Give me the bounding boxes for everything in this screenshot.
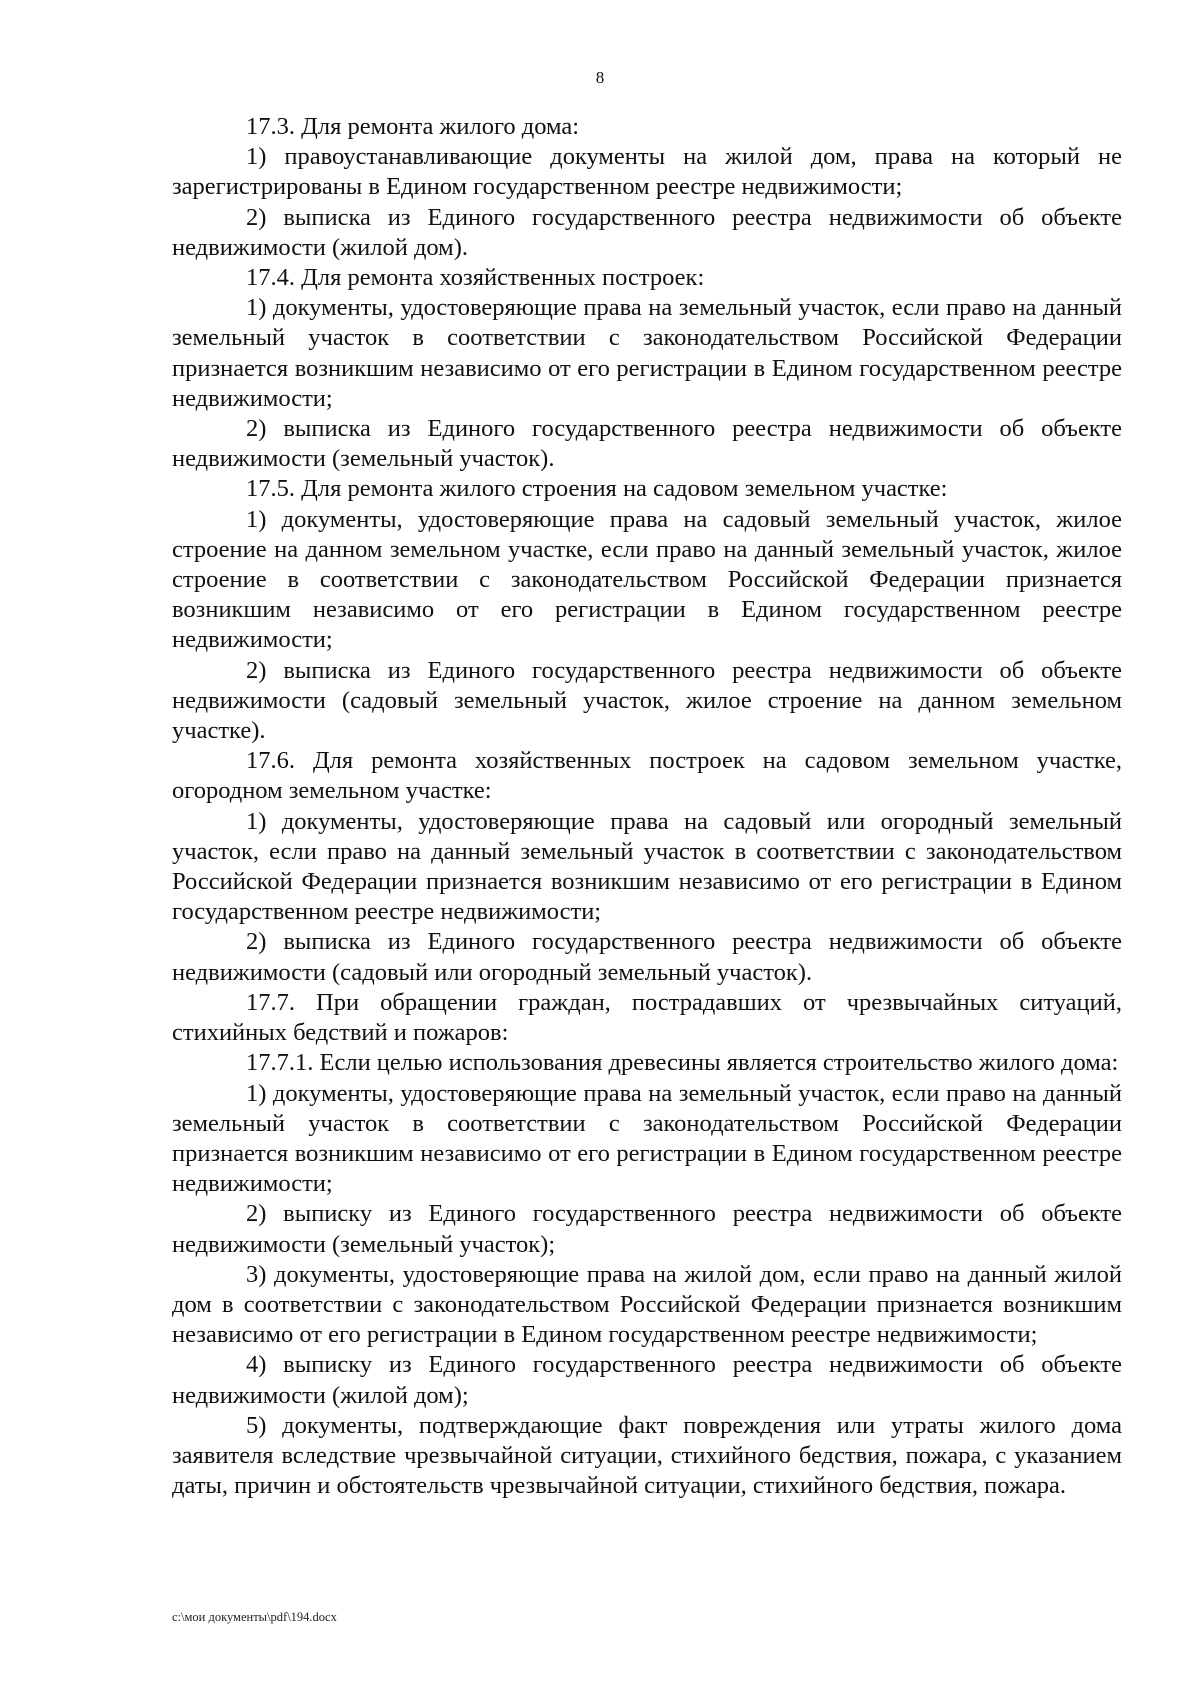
paragraph-17-7-1-item-1: 1) документы, удостоверяющие права на земельный участок, если право на данный земельный участок в соответствии с законодательством Российской Федерации признается возникшим независимо от его регистрации в Едином государственном реестре недвижимости; <box>172 1079 1122 1198</box>
paragraph-17-7-1-item-4: 4) выписку из Единого государственного реестра недвижимости об объекте недвижимости (жилой дом); <box>172 1351 1122 1409</box>
paragraph-17-4-item-2: 2) выписка из Единого государственного реестра недвижимости об объекте недвижимости (земельный участок). <box>172 415 1122 473</box>
paragraph-17-6: 17.6. Для ремонта хозяйственных построек на садовом земельном участке, огородном земельном участке: <box>172 747 1122 805</box>
paragraph-17-3: 17.3. Для ремонта жилого дома: <box>246 113 580 140</box>
paragraph-17-3-item-1: 1) правоустанавливающие документы на жилой дом, права на который не зарегистрированы в Едином государственном реестре недвижимости; <box>172 143 1122 201</box>
paragraph-17-4-item-1: 1) документы, удостоверяющие права на земельный участок, если право на данный земельный участок в соответствии с законодательством Российской Федерации признается возникшим независимо от его регистрации в Едином государственном реестре недвижимости; <box>172 294 1122 412</box>
paragraph-17-4: 17.4. Для ремонта хозяйственных построек: <box>246 264 705 292</box>
paragraph-17-5-item-1: 1) документы, удостоверяющие права на садовый земельный участок, жилое строение на данном земельном участке, если право на данный земельный участок, жилое строение в соответствии с законодательством Российской Федерации признается возникшим независимо от его регистрации в Едином государственном реестре недвижимости; <box>172 505 1122 654</box>
paragraph-17-6-item-2: 2) выписка из Единого государственного реестра недвижимости об объекте недвижимости (садовый или огородный земельный участок). <box>172 928 1122 986</box>
paragraph-17-6-item-1: 1) документы, удостоверяющие права на садовый или огородный земельный участок, если право на данный земельный участок в соответствии с законодательством Российской Федерации признается возникшим независимо от его регистрации в Едином государственном реестре недвижимости; <box>172 807 1122 926</box>
paragraph-17-5-item-2: 2) выписка из Единого государственного реестра недвижимости об объекте недвижимости (садовый земельный участок, жилое строение на данном земельном участке). <box>172 656 1122 745</box>
paragraph-17-7-1-item-2: 2) выписку из Единого государственного реестра недвижимости об объекте недвижимости (земельный участок); <box>172 1200 1122 1258</box>
page-number: 8 <box>595 68 605 87</box>
paragraph-17-5: 17.5. Для ремонта жилого строения на садовом земельном участке: <box>246 475 948 503</box>
document-body <box>172 112 1122 1501</box>
paragraph-17-7-1: 17.7.1. Если целью использования древесины является строительство жилого дома: <box>246 1049 1119 1077</box>
footer-file-path: c:\мои документы\pdf\194.docx <box>172 1610 337 1624</box>
paragraph-17-3-item-2: 2) выписка из Единого государственного реестра недвижимости об объекте недвижимости (жилой дом). <box>172 203 1122 261</box>
paragraph-17-7-1-item-5: 5) документы, подтверждающие факт повреждения или утраты жилого дома заявителя вследствие чрезвычайной ситуации, стихийного бедствия, пожара, с указанием даты, причин и обстоятельств чрезвычайной ситуации, стихийного бедствия, пожара. <box>172 1411 1122 1500</box>
paragraph-17-7-1-item-3: 3) документы, удостоверяющие права на жилой дом, если право на данный жилой дом в соответствии с законодательством Российской Федерации признается возникшим независимо от его регистрации в Едином государственном реестре недвижимости; <box>172 1260 1122 1349</box>
paragraph-17-7: 17.7. При обращении граждан, пострадавших от чрезвычайных ситуаций, стихийных бедствий и пожаров: <box>172 988 1122 1047</box>
